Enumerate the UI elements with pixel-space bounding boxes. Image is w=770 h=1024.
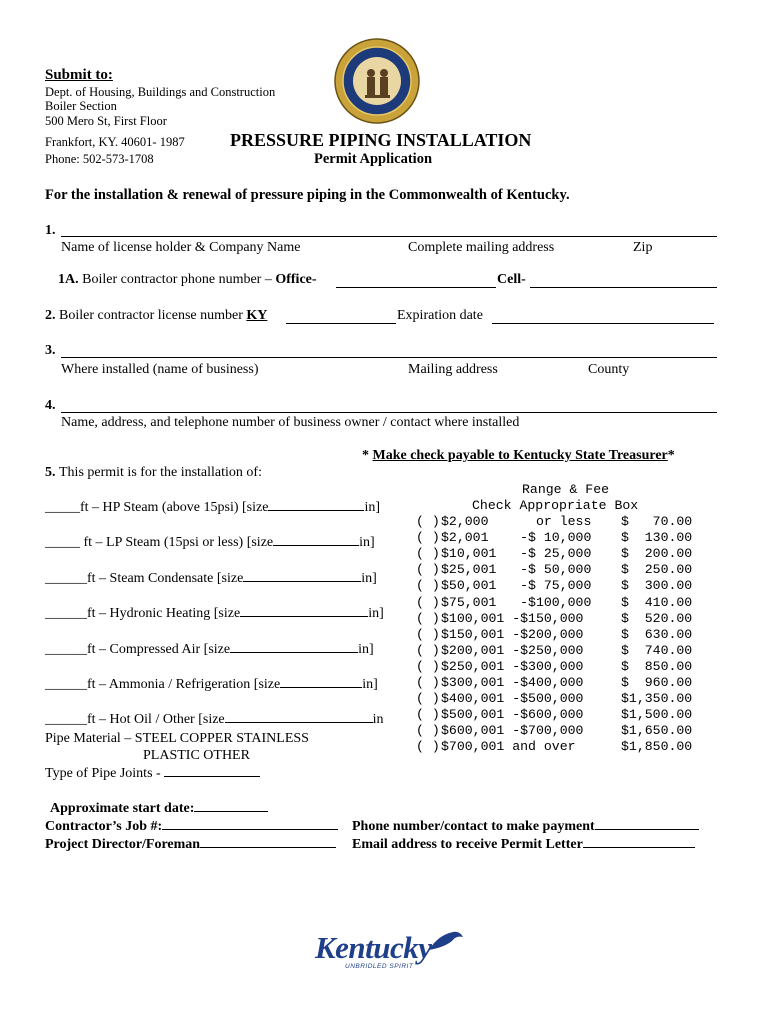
fee-row-range: $200,001 -$250,000 (441, 642, 584, 658)
fee-row-checkbox[interactable]: ( ) (416, 658, 440, 674)
fee-row-checkbox[interactable]: ( ) (416, 546, 440, 562)
fee-row-range: $100,001 -$150,000 (441, 610, 584, 626)
fee-row-amount: $ 630.00 (621, 626, 693, 642)
section-2-text: Boiler contractor license number (59, 308, 247, 323)
fee-row-amount: $ 850.00 (621, 658, 693, 674)
fee-row-range: $2,000 or less (441, 514, 592, 529)
fee-row-amount: $ 130.00 (621, 530, 693, 546)
fee-row-amount: $ 740.00 (621, 642, 693, 658)
pipe-joints-label: Type of Pipe Joints - (45, 766, 260, 782)
fee-row-range: $300,001 -$400,000 (441, 675, 584, 690)
pipe-item-lp-steam[interactable]: _____ ft – LP Steam (15psi or less) [size in] (45, 535, 375, 550)
check-payable-text: Make check payable to Kentucky State Treasurer (372, 448, 668, 463)
fee-table-header-2: Check Appropriate Box (472, 498, 639, 513)
fee-row-range: $500,001 -$600,000 (441, 707, 584, 723)
section-2-number: 2. (45, 308, 56, 323)
section-5-label (45, 465, 262, 481)
fee-row-amount: $ 70.00 (621, 514, 693, 529)
fee-row-amount: $ 200.00 (621, 546, 693, 562)
fee-row-range: $10,001 -$ 25,000 (441, 546, 592, 562)
section-1-input-line[interactable] (61, 236, 717, 237)
fee-row-checkbox[interactable]: ( ) (416, 707, 440, 723)
expiration-date-input[interactable] (492, 323, 714, 324)
address-line-1: Dept. of Housing, Buildings and Construction (45, 85, 276, 99)
fee-row-amount: $1,850.00 (621, 739, 693, 755)
address-phone: Phone: 502-573-1708 (45, 152, 154, 166)
fee-table-header-1: Range & Fee (522, 482, 610, 497)
fee-row-checkbox[interactable]: ( ) (416, 530, 440, 546)
pipe-item-hp-steam[interactable]: _____ft – HP Steam (above 15psi) [size in] (45, 500, 381, 515)
fee-row-checkbox[interactable]: ( ) (416, 610, 440, 626)
fee-row-amount: $ 520.00 (621, 610, 693, 626)
intro-text: For the installation & renewal of pressure piping in the Commonwealth of Kentucky. (45, 187, 570, 203)
kentucky-logo-text: Kentucky (315, 930, 432, 965)
fee-row-checkbox[interactable]: ( ) (416, 514, 440, 529)
section-5-text: This permit is for the installation of: (59, 465, 262, 480)
section-1-name-label: Name of license holder & Company Name (61, 240, 301, 255)
fee-row-range: $25,001 -$ 50,000 (441, 562, 592, 578)
project-director-label: Project Director/Foreman (45, 837, 336, 853)
pipe-material-options-2[interactable]: PLASTIC OTHER (143, 748, 250, 763)
fee-row-range: $250,001 -$300,000 (441, 658, 584, 674)
mailing-address-label: Mailing address (408, 362, 498, 377)
email-permit-label: Email address to receive Permit Letter (352, 837, 695, 853)
form-title: PRESSURE PIPING INSTALLATION (230, 130, 532, 150)
section-1-zip-label: Zip (633, 240, 653, 255)
pipe-item-hydronic-heating[interactable]: ______ft – Hydronic Heating [size in] (45, 606, 384, 621)
pipe-material-options[interactable]: Pipe Material – STEEL COPPER STAINLESS (45, 731, 309, 746)
contractor-job-label: Contractor’s Job #: (45, 819, 338, 835)
phone-payment-label: Phone number/contact to make payment (352, 819, 699, 835)
kentucky-seal (334, 38, 420, 124)
license-number-input[interactable] (286, 323, 396, 324)
fee-row-amount: $1,650.00 (621, 723, 693, 739)
fee-row-checkbox[interactable]: ( ) (416, 642, 440, 658)
submit-to-heading: Submit to: (45, 67, 113, 83)
section-5-number: 5. (45, 465, 56, 480)
pipe-item-compressed-air[interactable]: ______ft – Compressed Air [size in] (45, 642, 374, 657)
fee-row-amount: $1,350.00 (621, 691, 693, 707)
fee-row-checkbox[interactable]: ( ) (416, 675, 440, 690)
cell-label: Cell- (497, 272, 526, 287)
office-label: Office- (275, 272, 317, 287)
section-2-label (45, 308, 267, 324)
pipe-item-ammonia-refrigeration[interactable]: ______ft – Ammonia / Refrigeration [size in] (45, 677, 378, 692)
fee-row-checkbox[interactable]: ( ) (416, 723, 440, 739)
address-line-4: Frankfort, KY. 40601- 1987 (45, 135, 185, 149)
section-4-input-line[interactable] (61, 412, 717, 413)
section-1a-number: 1A. (58, 272, 79, 287)
section-1a-text: Boiler contractor phone number – (82, 272, 276, 287)
section-1-number: 1. (45, 223, 56, 238)
fee-row-range: $2,001 -$ 10,000 (441, 530, 592, 546)
fee-row-checkbox[interactable]: ( ) (416, 562, 440, 578)
section-1a-phone-label (58, 272, 317, 288)
fee-row-amount: $ 960.00 (621, 675, 693, 690)
expiration-label: Expiration date (397, 308, 483, 323)
where-installed-label: Where installed (name of business) (61, 362, 259, 377)
fee-row-amount: $ 250.00 (621, 562, 693, 578)
office-phone-input[interactable] (336, 287, 496, 288)
fee-row-checkbox[interactable]: ( ) (416, 578, 440, 594)
fee-row-range: $400,001 -$500,000 (441, 691, 584, 707)
cell-phone-input[interactable] (530, 287, 717, 288)
kentucky-logo-tagline: UNBRIDLED SPIRIT (345, 963, 414, 970)
fee-row-checkbox[interactable]: ( ) (416, 691, 440, 707)
address-line-3: 500 Mero St, First Floor (45, 114, 167, 128)
fee-row-range: $600,001 -$700,000 (441, 723, 584, 739)
ky-prefix: KY (246, 308, 268, 323)
fee-row-range: $150,001 -$200,000 (441, 626, 584, 642)
fee-row-amount: $ 410.00 (621, 594, 693, 610)
address-line-2: Boiler Section (45, 99, 117, 113)
section-3-input-line[interactable] (61, 357, 717, 358)
start-date-label: Approximate start date: (50, 801, 268, 817)
fee-row-range: $50,001 -$ 75,000 (441, 578, 592, 594)
section-4-label: Name, address, and telephone number of business owner / contact where installed (61, 415, 520, 430)
fee-row-checkbox[interactable]: ( ) (416, 739, 440, 755)
fee-row-range: $75,001 -$100,000 (441, 594, 592, 610)
form-subtitle: Permit Application (314, 151, 433, 167)
county-label: County (588, 362, 630, 377)
kentucky-logo (315, 928, 465, 974)
section-4-number: 4. (45, 398, 56, 413)
pipe-item-hot-oil-other[interactable]: ______ft – Hot Oil / Other [size in (45, 712, 384, 727)
fee-row-amount: $ 300.00 (621, 578, 693, 594)
section-3-number: 3. (45, 343, 56, 358)
fee-row-checkbox[interactable]: ( ) (416, 626, 440, 642)
fee-row-checkbox[interactable]: ( ) (416, 594, 440, 610)
fee-row-range: $700,001 and over (441, 739, 576, 755)
pipe-item-steam-condensate[interactable]: ______ft – Steam Condensate [size in] (45, 571, 377, 586)
section-1-address-label: Complete mailing address (408, 240, 555, 255)
horse-icon (427, 928, 465, 954)
check-payable-note: * Make check payable to Kentucky State Treasurer* (362, 448, 675, 463)
fee-row-amount: $1,500.00 (621, 707, 693, 723)
